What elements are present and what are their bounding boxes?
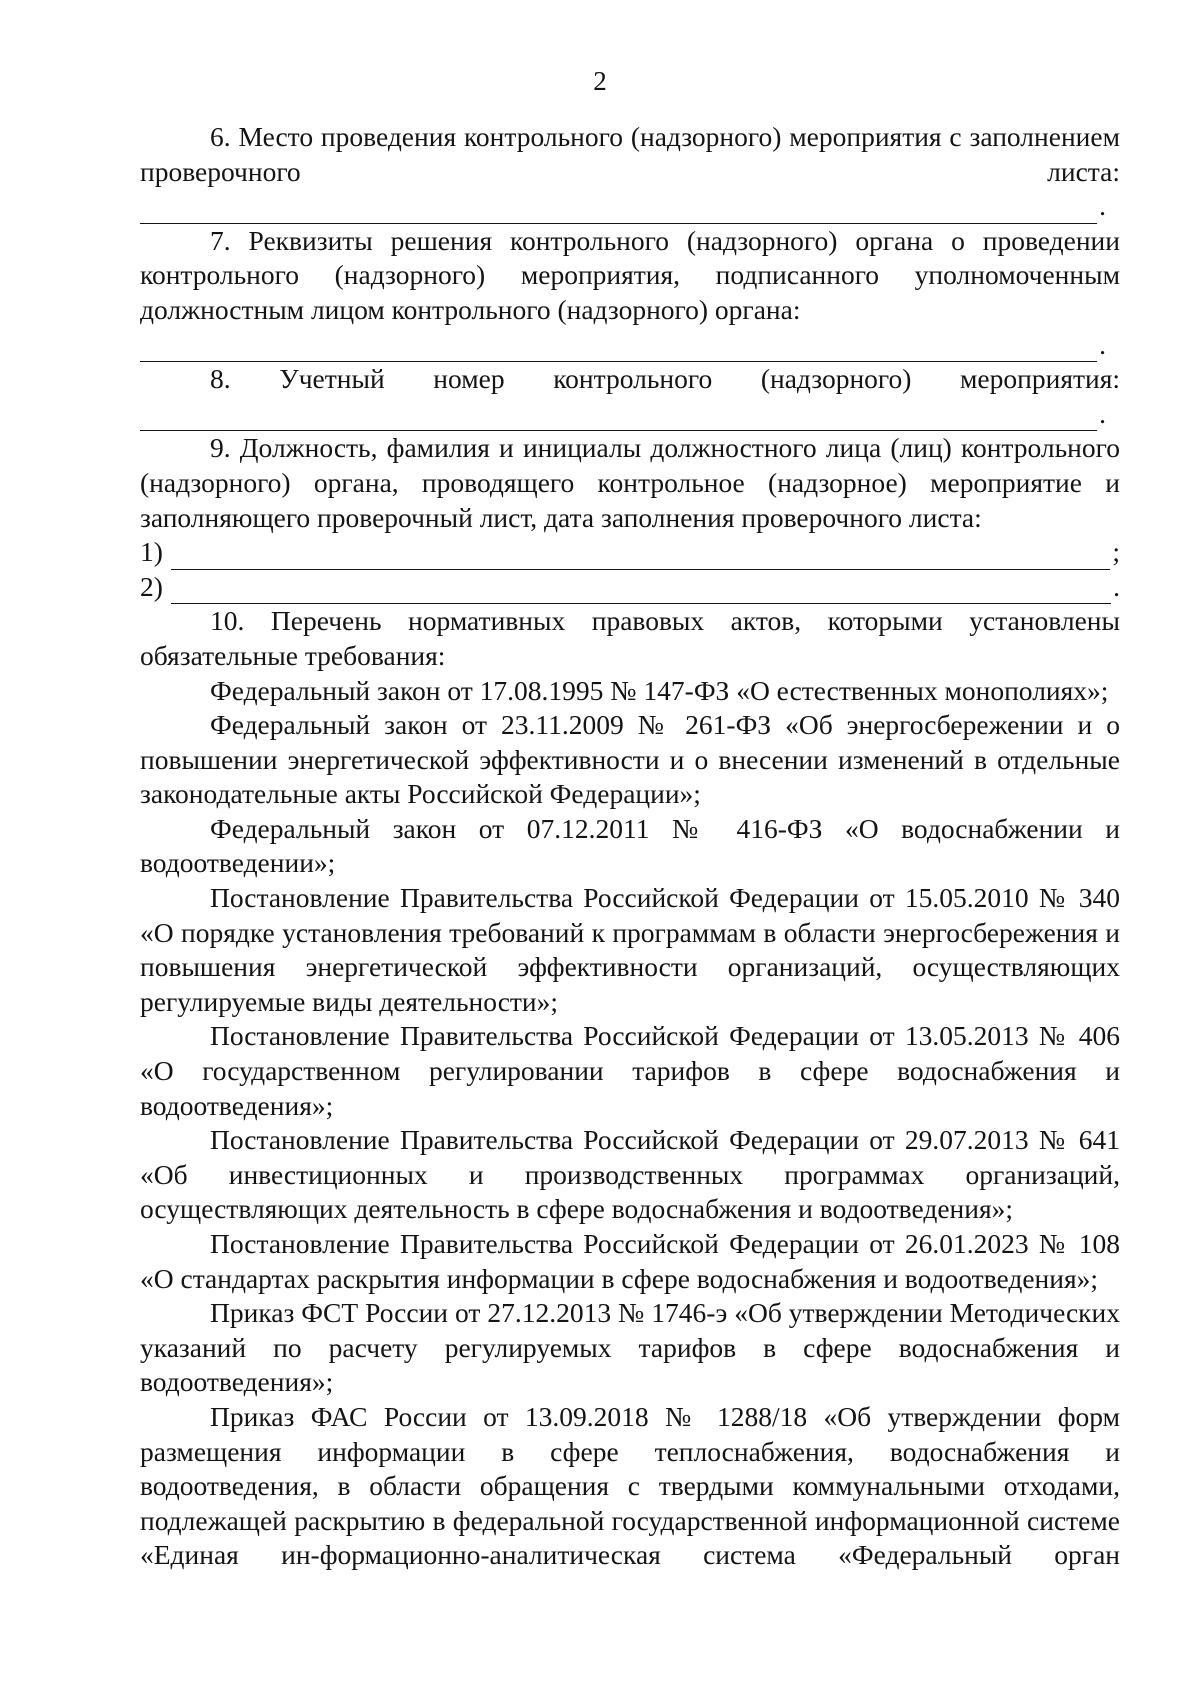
blank-underline <box>140 197 1097 224</box>
blank-underline <box>140 404 1097 431</box>
item-8-line-end: . <box>1099 397 1106 429</box>
item-10-text: 10. Перечень нормативных правовых актов, которыми установлены обязательные требования: <box>140 605 1120 671</box>
act-paragraph: Федеральный закон от 23.11.2009 № 261-ФЗ «Об энергосбережении и о повышении энергетической эффективности и о внесении изменений в отдельные законодательные акты Российской Федерации»; <box>140 709 1120 810</box>
document-body <box>140 120 1120 1573</box>
item-9-line-1-label: 1) <box>140 536 163 568</box>
item-9-line-2-label: 2) <box>140 570 163 602</box>
act-paragraph: Федеральный закон от 07.12.2011 № 416-ФЗ «О водоснабжении и водоотведении»; <box>140 812 1120 879</box>
item-8-blank-line <box>140 397 1120 432</box>
item-9-line-1-end: ; <box>1112 536 1120 568</box>
act-paragraph: Федеральный закон от 17.08.1995 № 147-ФЗ «О естественных монополиях»; <box>210 674 1109 706</box>
act-paragraph: Постановление Правительства Российской Федерации от 15.05.2010 № 340 «О порядке установления требований к программам в области энергосбережения и повышения энергетической эффективности организаций, осуществляющих регулируемые виды деятельности»; <box>140 882 1120 1017</box>
page-number: 2 <box>593 66 607 96</box>
act-paragraph: Приказ ФАС России от 13.09.2018 № 1288/18 «Об утверждении форм размещения информации в сфере теплоснабжения, водоснабжения и водоотведения, в области обращения с твердыми коммунальными отходами, подлежащей раскрытию в федеральной государственной информационной системе «Единая ин-формационно-аналитическая система «Федеральный орган <box>140 1400 1120 1571</box>
blank-underline <box>171 543 1110 570</box>
act-paragraph: Приказ ФСТ России от 27.12.2013 № 1746-э «Об утверждении Методических указаний по расчету регулируемых тарифов в сфере водоснабжения и водоотведения»; <box>140 1297 1120 1398</box>
item-7-blank-line <box>140 328 1120 363</box>
item-7-text: 7. Реквизиты решения контрольного (надзорного) органа о проведении контрольного (надзорного) мероприятия, подписанного уполномоченным должностным лицом контрольного (надзорного) органа: <box>140 224 1120 325</box>
item-6-blank-line <box>140 189 1120 224</box>
item-7-line-end: . <box>1099 328 1106 360</box>
item-9-blank-line-2 <box>140 570 1120 605</box>
act-paragraph: Постановление Правительства Российской Федерации от 26.01.2023 № 108 «О стандартах раскрытия информации в сфере водоснабжения и водоотведения»; <box>140 1228 1120 1294</box>
item-8-text: 8. Учетный номер контрольного (надзорного) мероприятия: <box>210 363 1120 395</box>
blank-underline <box>140 335 1097 362</box>
act-paragraph: Постановление Правительства Российской Федерации от 13.05.2013 № 406 «О государственном регулировании тарифов в сфере водоснабжения и водоотведения»; <box>140 1020 1120 1121</box>
act-paragraph: Постановление Правительства Российской Федерации от 29.07.2013 № 641 «Об инвестиционных и производственных программах организаций, осуществляющих деятельность в сфере водоснабжения и водоотведения»; <box>140 1124 1120 1225</box>
item-9-line-2-end: . <box>1113 570 1120 602</box>
item-6-text: 6. Место проведения контрольного (надзорного) мероприятия с заполнением проверочного листа: <box>140 121 1120 187</box>
blank-underline <box>171 577 1111 604</box>
item-6-line-end: . <box>1099 190 1106 222</box>
item-9-text: 9. Должность, фамилия и инициалы должностного лица (лиц) контрольного (надзорного) органа, проводящего контрольное (надзорное) мероприятие и заполняющего проверочный лист, дата заполнения проверочного листа: <box>140 432 1120 533</box>
item-9-blank-line-1 <box>140 535 1120 570</box>
